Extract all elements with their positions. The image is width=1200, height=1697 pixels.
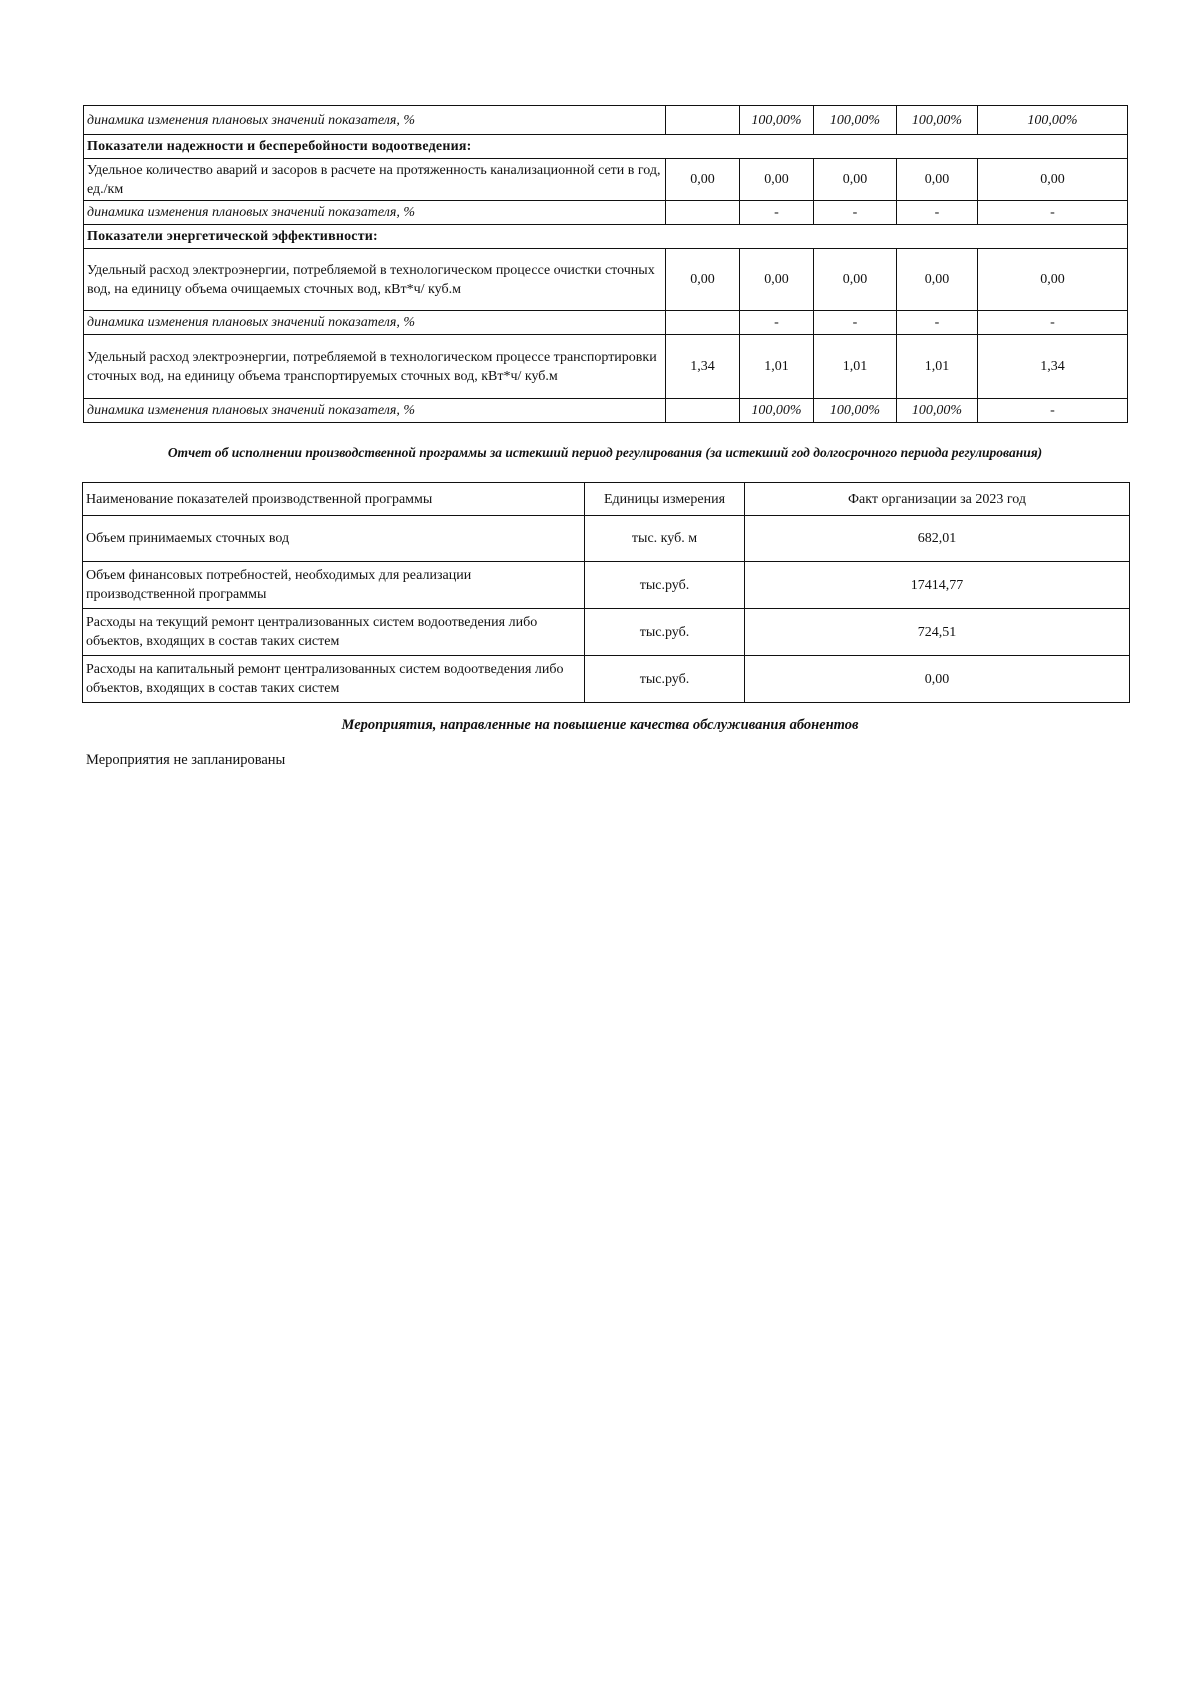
section-row [84, 135, 1128, 159]
cell-value [666, 311, 740, 335]
cell-value: - [897, 311, 978, 335]
cell-value: - [814, 311, 897, 335]
cell-value: 1,34 [666, 335, 740, 399]
row-label: динамика изменения плановых значений показателя, % [84, 311, 666, 335]
report-title: Отчет об исполнении производственной программы за истекший период регулирования (за истекший год долгосрочного периода регулирования) [167, 445, 1043, 460]
table-row [84, 159, 1128, 201]
cell-value: 0,00 [666, 159, 740, 201]
cell-value: 100,00% [897, 399, 978, 423]
report-fact: 682,01 [745, 516, 1130, 562]
table-row [84, 311, 1128, 335]
cell-value: 0,00 [978, 159, 1128, 201]
report-unit: тыс.руб. [585, 656, 745, 703]
cell-value: 100,00% [897, 106, 978, 135]
cell-value: - [978, 201, 1128, 225]
row-label: динамика изменения плановых значений показателя, % [84, 399, 666, 423]
row-label: Удельный расход электроэнергии, потребляемой в технологическом процессе очистки сточных вод, на единицу объема очищаемых сточных вод, кВт*ч/ куб.м [84, 249, 666, 311]
cell-value: 0,00 [740, 249, 814, 311]
cell-value: 1,01 [897, 335, 978, 399]
cell-value [666, 399, 740, 423]
cell-value: 0,00 [814, 249, 897, 311]
header-fact: Факт организации за 2023 год [745, 483, 1130, 516]
report-fact: 0,00 [745, 656, 1130, 703]
cell-value: 100,00% [740, 399, 814, 423]
cell-value: - [814, 201, 897, 225]
report-header-row [83, 483, 1130, 516]
report-name: Объем принимаемых сточных вод [83, 516, 585, 562]
cell-value [666, 106, 740, 135]
row-label: Удельный расход электроэнергии, потребляемой в технологическом процессе транспортировки сточных вод, на единицу объема транспортируемых сточных вод, кВт*ч/ куб.м [84, 335, 666, 399]
cell-value: 100,00% [740, 106, 814, 135]
cell-value: - [978, 399, 1128, 423]
report-unit: тыс. куб. м [585, 516, 745, 562]
cell-value: 100,00% [978, 106, 1128, 135]
report-unit: тыс.руб. [585, 609, 745, 656]
cell-value: - [740, 311, 814, 335]
cell-value: 0,00 [897, 159, 978, 201]
cell-value: 0,00 [978, 249, 1128, 311]
row-label: динамика изменения плановых значений показателя, % [84, 106, 666, 135]
cell-value [666, 201, 740, 225]
report-unit: тыс.руб. [585, 562, 745, 609]
table-row [83, 516, 1130, 562]
cell-value: 100,00% [814, 106, 897, 135]
cell-value: 1,01 [740, 335, 814, 399]
cell-value: 1,01 [814, 335, 897, 399]
row-label: динамика изменения плановых значений показателя, % [84, 201, 666, 225]
table-row [83, 609, 1130, 656]
measures-text: Мероприятия не запланированы [86, 752, 286, 768]
report-table [82, 482, 1130, 703]
table-row [84, 399, 1128, 423]
table-row [84, 106, 1128, 135]
measures-title: Мероприятия, направленные на повышение качества обслуживания абонентов [341, 717, 859, 733]
header-unit: Единицы измерения [585, 483, 745, 516]
cell-value: - [897, 201, 978, 225]
cell-value: 0,00 [666, 249, 740, 311]
section-row [84, 225, 1128, 249]
cell-value: 1,34 [978, 335, 1128, 399]
section-heading: Показатели энергетической эффективности: [84, 225, 1128, 249]
cell-value: 0,00 [897, 249, 978, 311]
table-row [84, 335, 1128, 399]
report-name: Расходы на текущий ремонт централизованных систем водоотведения либо объектов, входящих в состав таких систем [83, 609, 585, 656]
cell-value: - [978, 311, 1128, 335]
report-fact: 17414,77 [745, 562, 1130, 609]
cell-value: - [740, 201, 814, 225]
cell-value: 0,00 [740, 159, 814, 201]
cell-value: 0,00 [814, 159, 897, 201]
table-row [83, 562, 1130, 609]
table-row [84, 249, 1128, 311]
report-fact: 724,51 [745, 609, 1130, 656]
header-name: Наименование показателей производственной программы [83, 483, 585, 516]
cell-value: 100,00% [814, 399, 897, 423]
table-row [83, 656, 1130, 703]
report-name: Объем финансовых потребностей, необходимых для реализации производственной программы [83, 562, 585, 609]
section-heading: Показатели надежности и бесперебойности водоотведения: [84, 135, 1128, 159]
row-label: Удельное количество аварий и засоров в расчете на протяженность канализационной сети в год, ед./км [84, 159, 666, 201]
report-name: Расходы на капитальный ремонт централизованных систем водоотведения либо объектов, входящих в состав таких систем [83, 656, 585, 703]
table-row [84, 201, 1128, 225]
indicators-table [83, 105, 1128, 423]
